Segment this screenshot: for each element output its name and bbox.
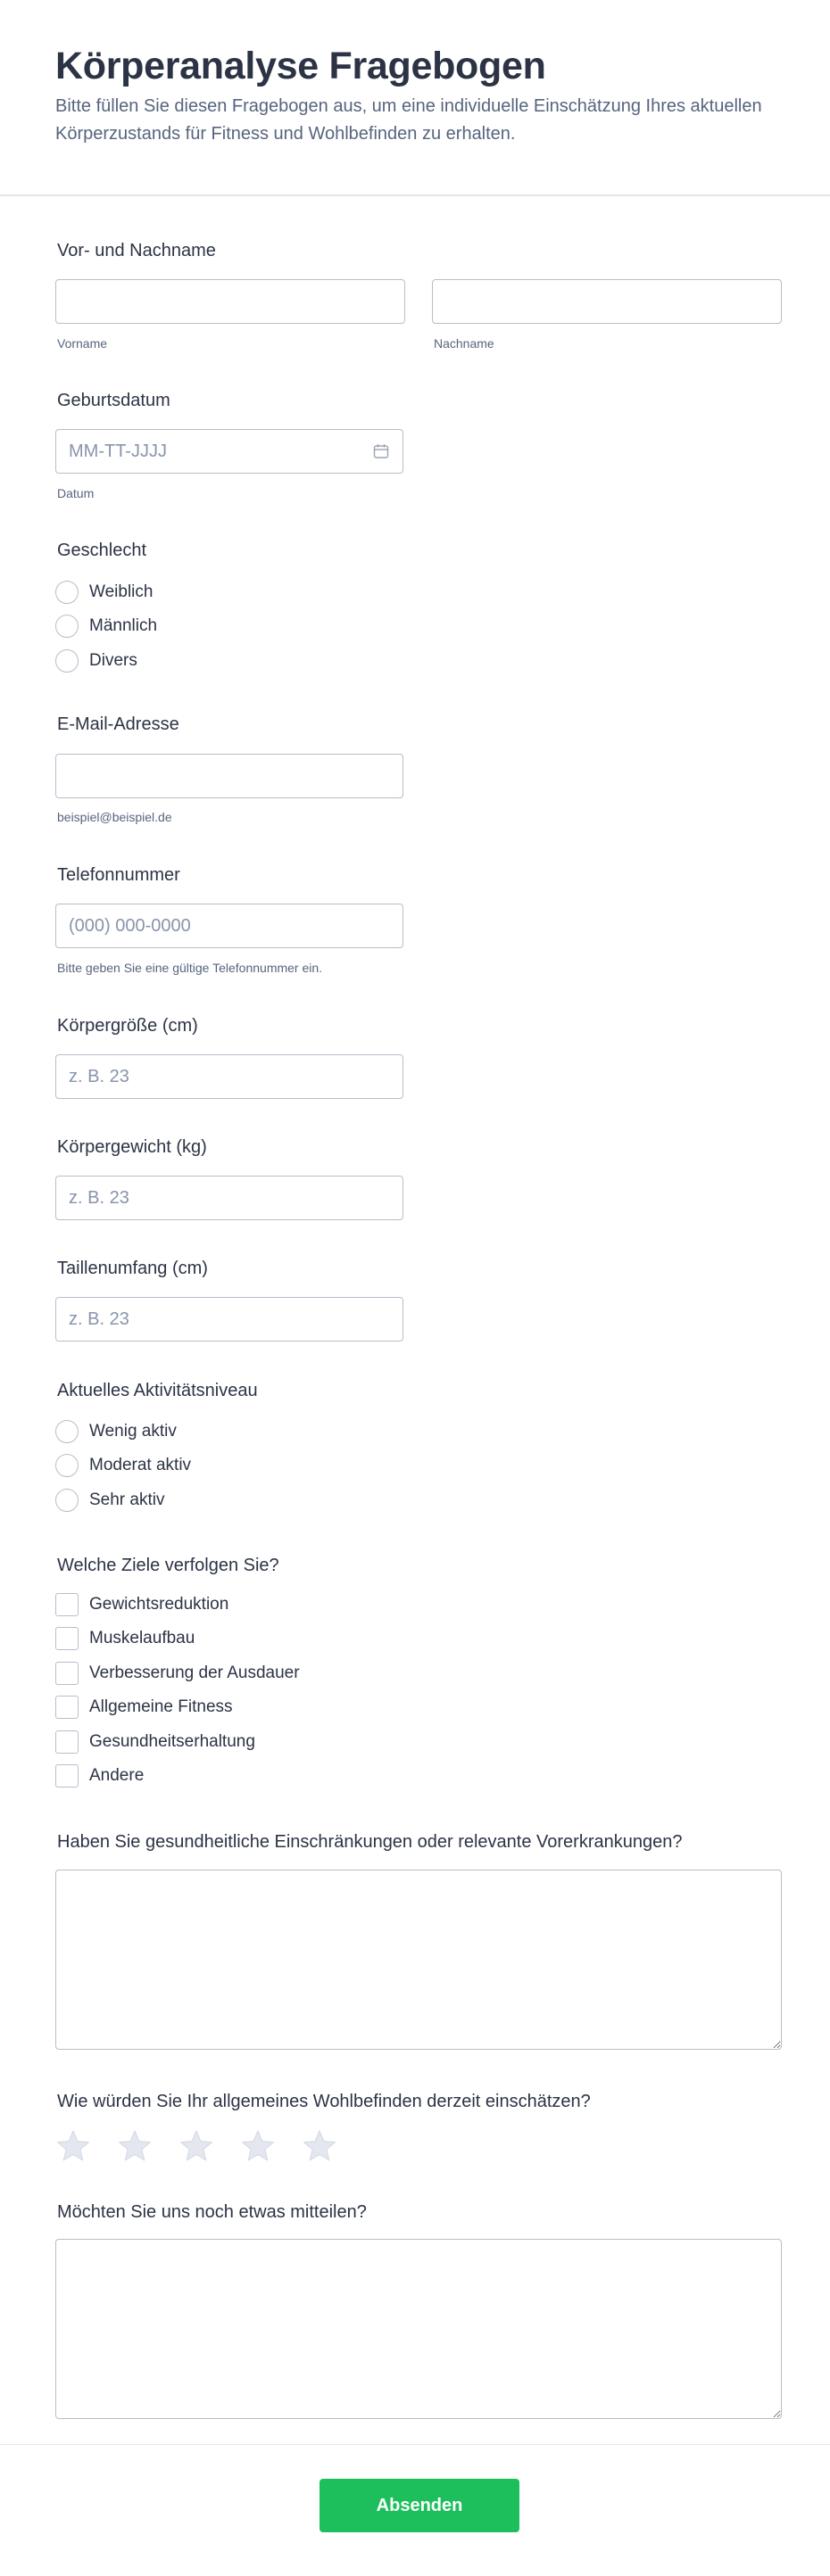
last-name-input[interactable] bbox=[432, 279, 782, 324]
gender-option-label: Männlich bbox=[89, 616, 158, 635]
gender-option-label: Weiblich bbox=[89, 582, 154, 601]
waist-input[interactable] bbox=[55, 1297, 403, 1342]
first-name-input[interactable] bbox=[55, 279, 405, 324]
email-label: E-Mail-Adresse bbox=[57, 714, 179, 734]
height-label: Körpergröße (cm) bbox=[57, 1016, 198, 1036]
activity-label: Aktuelles Aktivitätsniveau bbox=[57, 1381, 258, 1400]
gender-label: Geschlecht bbox=[57, 541, 147, 560]
radio-button[interactable] bbox=[55, 1489, 79, 1512]
wellbeing-label: Wie würden Sie Ihr allgemeines Wohlbefinden derzeit einschätzen? bbox=[57, 2092, 591, 2111]
first-name-sublabel: Vorname bbox=[57, 336, 108, 351]
activity-option-label: Moderat aktiv bbox=[89, 1456, 192, 1474]
activity-option-moderat[interactable] bbox=[55, 1453, 191, 1478]
submit-button[interactable]: Absenden bbox=[320, 2479, 519, 2532]
goal-option-label: Muskelaufbau bbox=[89, 1629, 195, 1647]
checkbox[interactable] bbox=[55, 1627, 79, 1650]
radio-button[interactable] bbox=[55, 615, 79, 638]
goal-option[interactable] bbox=[55, 1695, 233, 1720]
checkbox[interactable] bbox=[55, 1662, 79, 1685]
form-subtitle: Bitte füllen Sie diesen Fragebogen aus, um eine individuelle Einschätzung Ihres aktuellen Körperzustands für Fitness und Wohlbefinden zu erhalten. bbox=[55, 96, 762, 144]
gender-option-divers[interactable] bbox=[55, 648, 137, 673]
birthdate-label: Geburtsdatum bbox=[57, 391, 170, 410]
goal-option-label: Gesundheitserhaltung bbox=[89, 1732, 255, 1751]
birthdate-sublabel: Datum bbox=[57, 486, 95, 500]
form-title: Körperanalyse Fragebogen bbox=[55, 45, 546, 87]
goal-option[interactable] bbox=[55, 1626, 195, 1651]
health-textarea[interactable] bbox=[55, 1870, 782, 2050]
gender-option-maennlich[interactable] bbox=[55, 614, 157, 639]
star-icon[interactable] bbox=[178, 2128, 214, 2164]
star-icon[interactable] bbox=[55, 2128, 91, 2164]
name-label: Vor- und Nachname bbox=[57, 241, 216, 260]
goal-option[interactable] bbox=[55, 1763, 144, 1788]
goal-option[interactable] bbox=[55, 1730, 255, 1754]
waist-label: Taillenumfang (cm) bbox=[57, 1259, 208, 1278]
radio-button[interactable] bbox=[55, 1420, 79, 1443]
gender-option-weiblich[interactable] bbox=[55, 580, 153, 605]
radio-button[interactable] bbox=[55, 1454, 79, 1477]
email-sublabel: beispiel@beispiel.de bbox=[57, 810, 172, 824]
goals-label: Welche Ziele verfolgen Sie? bbox=[57, 1556, 279, 1575]
activity-option-label: Wenig aktiv bbox=[89, 1422, 177, 1441]
checkbox[interactable] bbox=[55, 1764, 79, 1788]
form-header bbox=[0, 0, 830, 196]
checkbox[interactable] bbox=[55, 1593, 79, 1616]
goal-option-label: Gewichtsreduktion bbox=[89, 1595, 229, 1614]
star-icon[interactable] bbox=[302, 2128, 337, 2164]
radio-button[interactable] bbox=[55, 649, 79, 673]
goal-option[interactable] bbox=[55, 1592, 228, 1617]
phone-sublabel: Bitte geben Sie eine gültige Telefonnummer ein. bbox=[57, 961, 323, 975]
activity-option-sehr[interactable] bbox=[55, 1488, 164, 1513]
activity-option-wenig[interactable] bbox=[55, 1419, 177, 1444]
activity-option-label: Sehr aktiv bbox=[89, 1490, 165, 1509]
email-field[interactable] bbox=[55, 754, 403, 798]
goal-option-label: Verbesserung der Ausdauer bbox=[89, 1664, 300, 1682]
health-label: Haben Sie gesundheitliche Einschränkungen oder relevante Vorerkrankungen? bbox=[57, 1832, 683, 1852]
goal-option[interactable] bbox=[55, 1661, 300, 1686]
goal-option-label: Andere bbox=[89, 1766, 145, 1785]
other-label: Möchten Sie uns noch etwas mitteilen? bbox=[57, 2202, 367, 2222]
weight-input[interactable] bbox=[55, 1176, 403, 1220]
goal-option-label: Allgemeine Fitness bbox=[89, 1697, 233, 1716]
phone-input[interactable] bbox=[55, 904, 403, 948]
calendar-icon[interactable] bbox=[372, 442, 390, 460]
height-input[interactable] bbox=[55, 1054, 403, 1099]
star-rating[interactable] bbox=[55, 2128, 363, 2164]
gender-option-label: Divers bbox=[89, 651, 137, 670]
radio-button[interactable] bbox=[55, 581, 79, 604]
checkbox[interactable] bbox=[55, 1730, 79, 1754]
phone-label: Telefonnummer bbox=[57, 865, 180, 885]
other-textarea[interactable] bbox=[55, 2239, 782, 2419]
birthdate-input[interactable] bbox=[55, 429, 403, 474]
star-icon[interactable] bbox=[240, 2128, 276, 2164]
weight-label: Körpergewicht (kg) bbox=[57, 1137, 207, 1157]
last-name-sublabel: Nachname bbox=[434, 336, 494, 351]
star-icon[interactable] bbox=[117, 2128, 153, 2164]
checkbox[interactable] bbox=[55, 1696, 79, 1719]
